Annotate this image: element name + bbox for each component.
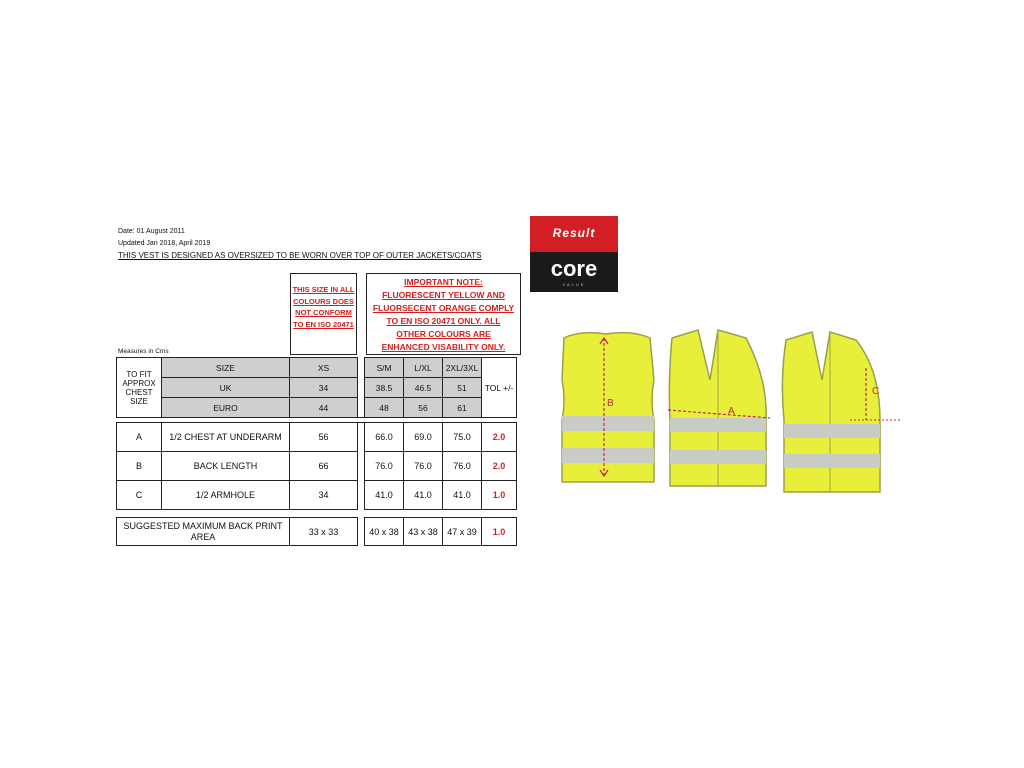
- uk-cell: 51: [443, 378, 482, 398]
- uk-cell: 34: [290, 378, 358, 398]
- xs-conformity-note: THIS SIZE IN ALL COLOURS DOES NOT CONFORM TO EN ISO 20471: [290, 273, 357, 355]
- table-row: [117, 518, 517, 546]
- uk-cell: 46.5: [404, 378, 443, 398]
- euro-cell: 56: [404, 398, 443, 418]
- column-gap: [358, 378, 365, 398]
- important-note-line: TO EN ISO 20471 ONLY. ALL: [386, 316, 501, 326]
- print-area-table: [116, 517, 517, 546]
- measure-code: B: [117, 452, 162, 481]
- vest-back: [562, 333, 654, 482]
- tolerance-value: 1.0: [482, 518, 517, 546]
- measure-value: 69.0: [404, 423, 443, 452]
- measure-value: 75.0: [443, 423, 482, 452]
- measure-name: 1/2 CHEST AT UNDERARM: [162, 423, 290, 452]
- measure-name: BACK LENGTH: [162, 452, 290, 481]
- important-note-line: FLUORSECENT ORANGE COMPLY: [372, 303, 515, 313]
- diagram-label-a: A: [728, 406, 735, 417]
- print-area-value: 43 x 38: [404, 518, 443, 546]
- measure-value: 56: [290, 423, 358, 452]
- important-note-line: FLUORESCENT YELLOW AND: [382, 290, 505, 300]
- print-area-label: SUGGESTED MAXIMUM BACK PRINT AREA: [117, 518, 290, 546]
- tol-label: TOL +/-: [482, 358, 517, 418]
- logo-tag-text: VALUE: [562, 282, 586, 287]
- uk-label: UK: [162, 378, 290, 398]
- print-area-value: 47 x 39: [443, 518, 482, 546]
- table-row: [117, 481, 517, 510]
- column-gap: [358, 481, 365, 510]
- euro-cell: 44: [290, 398, 358, 418]
- table-row: [117, 423, 517, 452]
- table-row: [117, 452, 517, 481]
- measure-value: 76.0: [404, 452, 443, 481]
- size-cell: 2XL/3XL: [443, 358, 482, 378]
- updated-text: Updated Jan 2018, April 2019: [118, 240, 211, 247]
- measure-value: 41.0: [443, 481, 482, 510]
- measure-value: 34: [290, 481, 358, 510]
- diagram-label-c: C: [872, 386, 880, 397]
- logo-top-band: [530, 216, 618, 252]
- table-row: [117, 398, 517, 418]
- measure-value: 41.0: [404, 481, 443, 510]
- measure-code: A: [117, 423, 162, 452]
- table-row: [117, 358, 517, 378]
- logo-core-text: core: [550, 256, 598, 281]
- size-spec-table: [116, 357, 517, 510]
- logo-bottom-band: [530, 252, 618, 292]
- vest-side: [782, 332, 902, 492]
- vest-diagram: [550, 320, 910, 510]
- result-core-logo: [530, 216, 618, 292]
- column-gap: [358, 423, 365, 452]
- oversize-note: THIS VEST IS DESIGNED AS OVERSIZED TO BE WORN OVER TOP OF OUTER JACKETS/COATS: [118, 251, 482, 260]
- measure-value: 76.0: [443, 452, 482, 481]
- uk-cell: 38.5: [365, 378, 404, 398]
- column-gap: [358, 398, 365, 418]
- tolerance-value: 2.0: [482, 452, 517, 481]
- euro-label: EURO: [162, 398, 290, 418]
- measures-unit-label: Measures in Cms: [118, 348, 169, 355]
- date-text: Date: 01 August 2011: [118, 228, 185, 235]
- column-gap: [358, 452, 365, 481]
- logo-brand-text: Result: [552, 226, 596, 240]
- column-gap: [358, 518, 365, 546]
- measure-name: 1/2 ARMHOLE: [162, 481, 290, 510]
- fit-label: TO FIT APPROX CHEST SIZE: [117, 358, 162, 418]
- table-row: [117, 378, 517, 398]
- vest-front: [668, 330, 770, 486]
- print-area-value: 33 x 33: [290, 518, 358, 546]
- measure-value: 41.0: [365, 481, 404, 510]
- print-area-value: 40 x 38: [365, 518, 404, 546]
- tolerance-value: 1.0: [482, 481, 517, 510]
- measure-code: C: [117, 481, 162, 510]
- important-note: [366, 273, 521, 355]
- size-label: SIZE: [162, 358, 290, 378]
- measure-value: 66.0: [365, 423, 404, 452]
- important-note-line: ENHANCED VISABILITY ONLY.: [381, 342, 506, 352]
- measure-value: 76.0: [365, 452, 404, 481]
- tolerance-value: 2.0: [482, 423, 517, 452]
- size-cell: S/M: [365, 358, 404, 378]
- important-note-line: OTHER COLOURS ARE: [396, 329, 491, 339]
- euro-cell: 48: [365, 398, 404, 418]
- size-cell: XS: [290, 358, 358, 378]
- column-gap: [358, 358, 365, 378]
- euro-cell: 61: [443, 398, 482, 418]
- measure-value: 66: [290, 452, 358, 481]
- diagram-label-b: B: [607, 398, 614, 409]
- size-cell: L/XL: [404, 358, 443, 378]
- important-note-line: IMPORTANT NOTE:: [404, 277, 483, 287]
